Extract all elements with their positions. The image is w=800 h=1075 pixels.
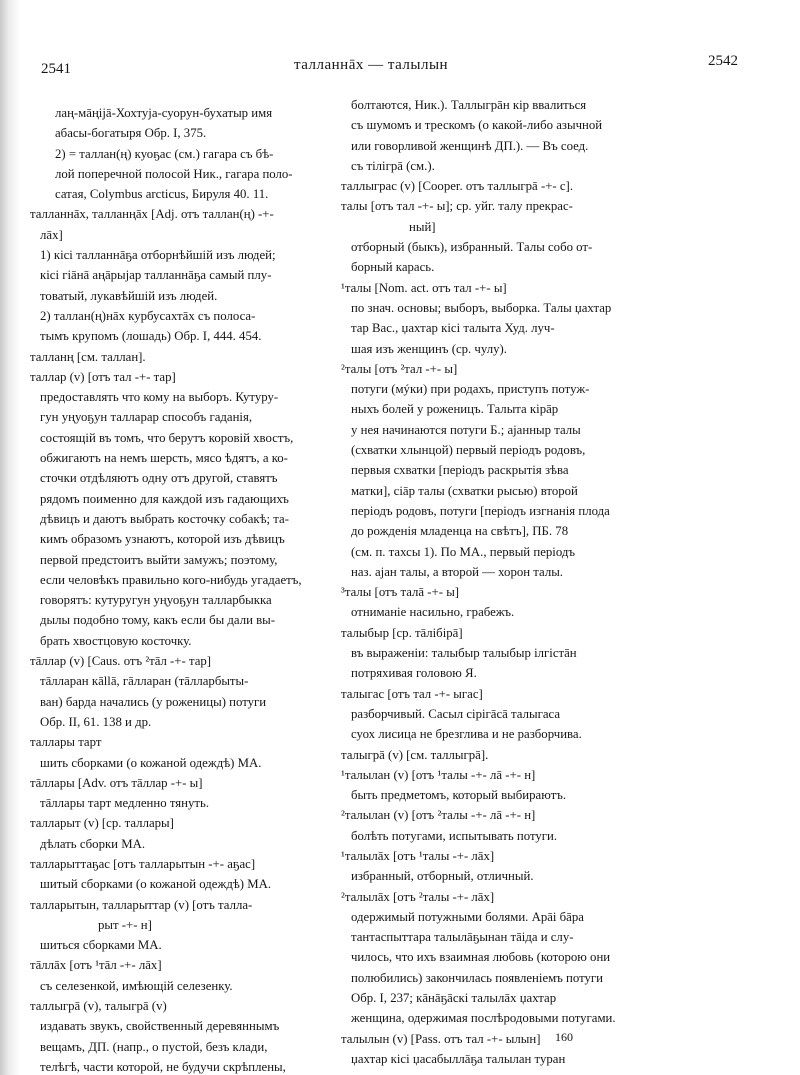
entry-text-line: (схватки хлынцой) первый перiодъ родовъ, bbox=[351, 443, 586, 458]
entry-headword-line: талыбыр [ср. тāлiбiрā] bbox=[341, 625, 463, 640]
entry-text-line: болѣть потугами, испытывать потуги. bbox=[351, 828, 558, 843]
entry-text-line: кимъ образомъ узнаютъ, которой изъ дѣвицъ bbox=[40, 532, 285, 547]
entry-headword-line: талы [отъ тал -+- ы]; ср. уйг. талу прекрас- bbox=[341, 199, 573, 214]
entry-headword-line: таллыгрā (v), талыгрā (v) bbox=[30, 999, 167, 1014]
entry-text-line: џахтар кiсi џасабыллāҕа талылан туран bbox=[351, 1051, 566, 1066]
entry-text-line: 2) таллан(ң)нāх курбусахтāх съ полоса- bbox=[40, 308, 256, 323]
entry-headword-line: талларыттаҕас [отъ талларытын -+- аҕас] bbox=[30, 856, 256, 871]
entry-headword-line: ²талылāх [отъ ²талы -+- лāх] bbox=[341, 889, 495, 904]
entry-text-line: съ селезенкой, имѣющiй селезенку. bbox=[40, 978, 233, 993]
entry-text-line: потряхивая головою Я. bbox=[351, 666, 477, 681]
entry-text-line: въ выраженiи: талыбыр талыбыр iлгiстāн bbox=[351, 646, 577, 661]
entry-text-line: абасы-богатыря Обр. I, 375. bbox=[55, 126, 207, 141]
entry-text-line: тāлларан кāllā, гāлларан (тāлларбыты- bbox=[40, 674, 249, 689]
entry-text-line: сточки отдѣляютъ одну отъ другой, ставятъ bbox=[40, 471, 278, 486]
entry-text-line: ный] bbox=[409, 219, 436, 234]
entry-text-line: ныхъ болей у роженицъ. Талыта кiрāр bbox=[351, 402, 559, 417]
entry-text-line: 1) кiсi талланнāҕа отборнѣйшiй изъ людей; bbox=[40, 248, 276, 263]
entry-text-line: если человѣкъ правильно кого-нибудь угадаетъ, bbox=[40, 572, 302, 587]
entry-text-line: говорятъ: кутуругун уңуоҕун талларбыкка bbox=[40, 593, 272, 608]
entry-text-line: избранный, отборный, отличный. bbox=[351, 869, 534, 884]
entry-text-line: брать хвостцовую косточку. bbox=[40, 633, 192, 648]
entry-text-line: отниманiе насильно, грабежъ. bbox=[351, 605, 515, 620]
entry-text-line: наз. аjан талы, а второй — хорон талы. bbox=[351, 564, 564, 579]
entry-headword-line: талылын (v) [Pass. отъ тал -+- ылын] bbox=[341, 1031, 541, 1046]
entry-headword-line: талыгрā (v) [см. таллыгрā]. bbox=[341, 747, 489, 762]
entry-text-line: шиться сборками МА. bbox=[40, 938, 162, 953]
entry-headword-line: тāллāх [отъ ¹тāл -+- лāх] bbox=[30, 958, 162, 973]
entry-text-line: дѣвицъ и даютъ выбрать косточку собакѣ; та- bbox=[40, 511, 289, 526]
entry-text-line: или говорливой женщинѣ ДП.). — Въ соед. bbox=[351, 138, 589, 153]
entry-text-line: Обр. II, 61. 138 и др. bbox=[40, 714, 152, 729]
page-number-left: 2541 bbox=[41, 61, 71, 77]
entry-text-line: кiсi гiāнā аңāрыјар талланнāҕа самый плу- bbox=[40, 268, 272, 283]
entry-headword-line: таллар (v) [отъ тал -+- тар] bbox=[30, 369, 176, 384]
entry-headword-line: тāллар (v) [Caus. отъ ²тāл -+- тар] bbox=[30, 654, 212, 669]
entry-text-line: матки], сiāр талы (схватки рысью) второй bbox=[351, 483, 578, 498]
entry-text-line: борный карась. bbox=[351, 260, 435, 275]
entry-headword-line: тāллары [Adv. отъ тāллар -+- ы] bbox=[30, 775, 203, 790]
entry-text-line: суох лисица не брезглива и не разборчива. bbox=[351, 727, 582, 742]
entry-text-line: состоящiй въ томъ, что берутъ коровiй хвостъ, bbox=[40, 430, 294, 445]
entry-headword-line: ²талылан (v) [отъ ²талы -+- лā -+- н] bbox=[341, 808, 536, 823]
entry-text-line: тāллары тарт медленно тянуть. bbox=[40, 796, 210, 811]
entry-text-line: сатая, Colymbus arcticus, Бируля 40. 11. bbox=[55, 187, 269, 202]
entry-text-line: Обр. I, 237; кāнāҕāскi талылāх џахтар bbox=[351, 991, 557, 1006]
scan-edge-shadow bbox=[0, 0, 20, 1075]
entry-headword-line: ¹талылан (v) [отъ ¹талы -+- лā -+- н] bbox=[341, 767, 536, 782]
entry-text-line: 2) = таллан(ң) куоҕас (см.) гагара съ бѣ- bbox=[55, 146, 274, 161]
entry-headword-line: ¹талылāх [отъ ¹талы -+- лāх] bbox=[341, 848, 495, 863]
entry-text-line: женщина, одержимая послѣродовыми потугами. bbox=[351, 1011, 616, 1026]
right-column bbox=[341, 95, 766, 1069]
entry-text-line: у нея начинаются потуги Б.; аjанныр талы bbox=[351, 422, 581, 437]
entry-headword-line: талыгас [отъ тал -+- ыгас] bbox=[341, 686, 483, 701]
entry-text-line: до рожденiя младенца на свѣтъ], ПБ. 78 bbox=[351, 524, 569, 539]
entry-text-line: съ тiлiгрā (см.). bbox=[351, 158, 435, 173]
entry-headword-line: талланң [см. таллан]. bbox=[30, 349, 146, 364]
entry-text-line: первыя схватки [перiодъ раскрытiя зѣва bbox=[351, 463, 569, 478]
entry-text-line: болтаются, Ник.). Таллыгрāн кiр ввалиться bbox=[351, 98, 587, 112]
entry-text-line: полюбились) закончилась появленiемъ потуги bbox=[351, 970, 604, 985]
entry-text-line: съ шумомъ и трескомъ (о какой-либо азычной bbox=[351, 118, 603, 133]
entry-text-line: лой поперечной полосой Ник., гагара поло- bbox=[55, 166, 293, 181]
entry-text-line: рядомъ поименно для каждой изъ гадающихъ bbox=[40, 491, 289, 506]
entry-headword-line: ²талы [отъ ²тал -+- ы] bbox=[341, 361, 458, 376]
left-column bbox=[30, 103, 352, 1075]
entry-text-line: шить сборками (о кожаной одеждѣ) МА. bbox=[40, 755, 262, 770]
entry-text-line: обжигаютъ на немъ шерсть, мясо ѣдятъ, а ко- bbox=[40, 451, 288, 466]
entry-text-line: рыт -+- н] bbox=[98, 917, 152, 932]
entry-headword-line: таллары тарт bbox=[30, 735, 102, 750]
entry-text-line: чилось, что ихъ взаимная любовь (которою они bbox=[351, 950, 611, 965]
entry-text-line: телѣгѣ, части которой, не будучи скрѣплены, bbox=[40, 1059, 286, 1074]
entry-text-line: шитый сборками (о кожаной одеждѣ) МА. bbox=[40, 877, 272, 892]
entry-headword-line: талларыт (v) [ср. таллары] bbox=[30, 816, 174, 831]
entry-text-line: первой предстоитъ выйти замужъ; поэтому, bbox=[40, 552, 278, 567]
entry-text-line: отборный (быкъ), избранный. Талы собо от- bbox=[351, 240, 593, 255]
running-head: талланнāх — талылын bbox=[294, 57, 449, 73]
entry-text-line: издавать звукъ, свойственный деревяннымъ bbox=[40, 1019, 280, 1034]
entry-headword-line: ³талы [отъ талā -+- ы] bbox=[341, 585, 460, 600]
entry-text-line: по знач. основы; выборъ, выборка. Талы џахтар bbox=[351, 300, 612, 315]
entry-text-line: тымъ крупомъ (лошадь) Обр. I, 444. 454. bbox=[40, 329, 262, 344]
entry-text-line: лāх] bbox=[40, 227, 63, 242]
entry-text-line: тантаспыттара талылāҕынан тāiда и слу- bbox=[351, 930, 574, 945]
entry-headword-line: талланнāх, талланңāх [Adj. отъ таллан(ң) -+- bbox=[30, 207, 274, 222]
entry-text-line: гун уңуоҕун таллараp способъ гаданiя, bbox=[40, 410, 253, 425]
entry-text-line: товатый, лукавѣйшiй изъ людей. bbox=[40, 288, 218, 303]
entry-text-line: быть предметомъ, который выбираютъ. bbox=[351, 788, 567, 803]
entry-headword-line: талларытын, талларыттар (v) [отъ талла- bbox=[30, 897, 253, 912]
entry-text-line: потуги (мýки) при родахъ, приступъ потуж- bbox=[351, 382, 590, 397]
entry-text-line: (см. п. тахсы 1). По МА., первый перiодъ bbox=[351, 544, 575, 559]
entry-text-line: разборчивый. Сасыл сiрiгāсā талыгаса bbox=[351, 706, 561, 721]
signature-mark: 160 bbox=[555, 1030, 573, 1044]
entry-text-line: шая изъ женщинъ (ср. чулу). bbox=[351, 341, 507, 356]
entry-text-line: перiодъ родовъ, потуги [перiодъ изгнанiя плода bbox=[351, 503, 610, 518]
entry-text-line: тар Вас., џахтар кiсi талыта Худ. луч- bbox=[351, 321, 555, 336]
entry-text-line: одержимый потужными болями. Арāi бāра bbox=[351, 909, 584, 924]
page-number-right: 2542 bbox=[708, 53, 738, 69]
entry-headword-line: ¹талы [Nom. act. отъ тал -+- ы] bbox=[341, 280, 507, 295]
entry-text-line: предоставлять что кому на выборъ. Кутуру- bbox=[40, 390, 279, 405]
entry-text-line: ван) барда начались (у роженицы) потуги bbox=[40, 694, 267, 709]
entry-text-line: лаң-мāңiјā-Хохтуја-суорун-бухатыр имя bbox=[55, 106, 273, 120]
entry-text-line: вещамъ, ДП. (напр., о пустой, безъ клади, bbox=[40, 1039, 268, 1054]
entry-text-line: дѣлать сборки МА. bbox=[40, 836, 146, 851]
entry-text-line: дылы подобно тому, какъ если бы дали вы- bbox=[40, 613, 276, 628]
entry-headword-line: таллыграс (v) [Cooper. отъ таллыгрā -+- с]. bbox=[341, 179, 574, 194]
